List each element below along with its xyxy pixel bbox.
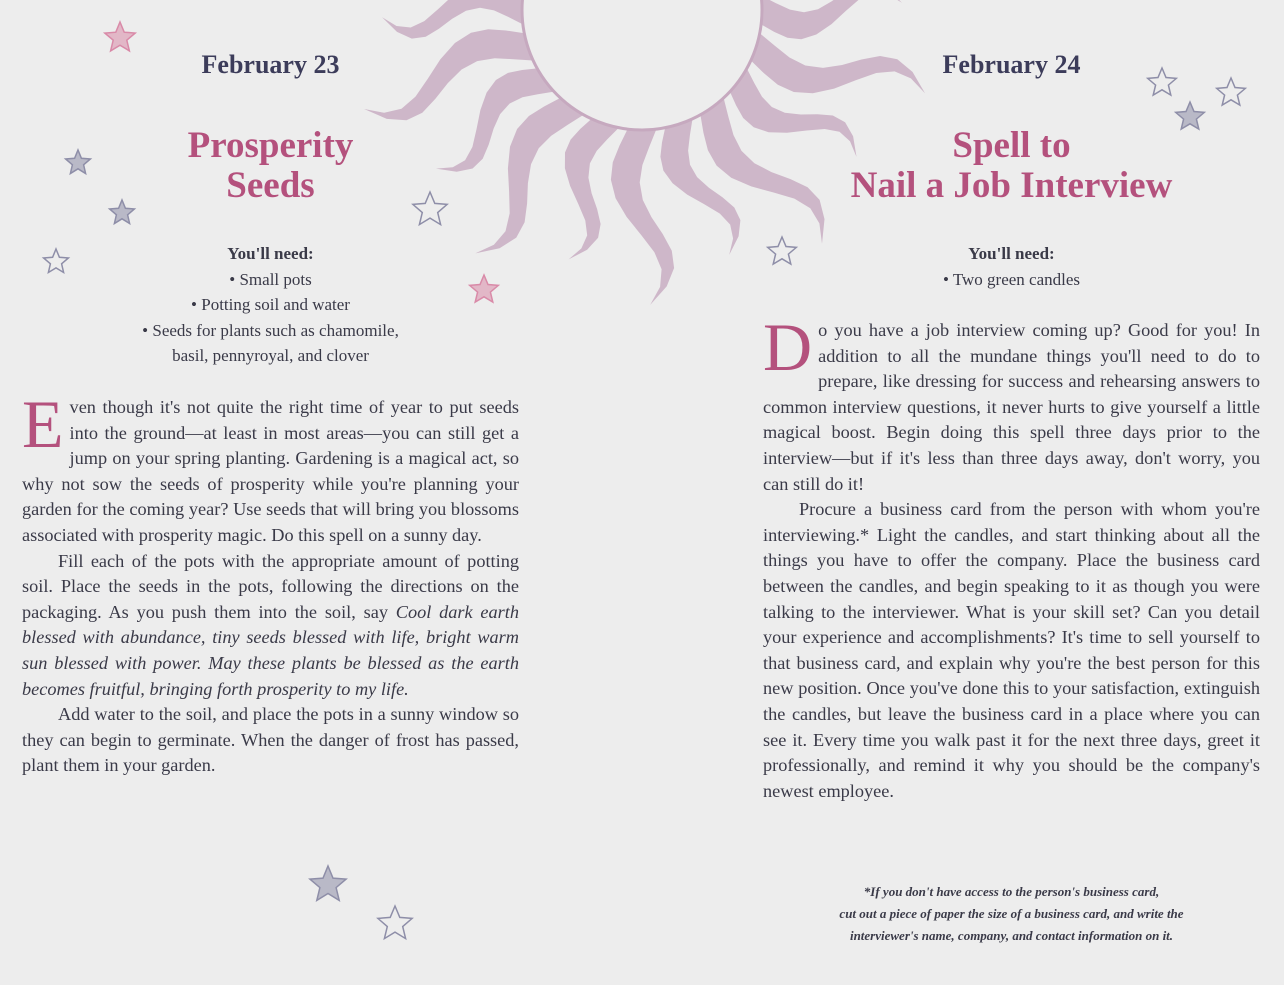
left-page xyxy=(22,0,519,985)
paragraph-text: ven though it's not quite the right time of year to put seeds into the ground—at least in most areas—you can still get a jump on your spring planting. Gardening is a magical act, so why not sow the seeds of prosperity while you're planning your garden for the coming year? Use seeds that will bring you blossoms associated with prosperity magic. Do this spell on a sunny day. xyxy=(22,397,519,545)
paragraph xyxy=(22,386,519,549)
ingredient-item: • Potting soil and water xyxy=(191,295,350,315)
date-heading: February 23 xyxy=(201,50,340,79)
title-line: Nail a Job Interview xyxy=(850,165,1173,206)
spell-title xyxy=(763,126,1260,206)
ingredients-heading: You'll need: xyxy=(968,244,1055,263)
footnote xyxy=(783,881,1240,947)
ingredient-item: • Small pots xyxy=(229,269,312,289)
spell-title xyxy=(22,126,519,206)
paragraph xyxy=(763,309,1260,497)
ingredients-heading: You'll need: xyxy=(227,244,314,263)
footnote-line: interviewer's name, company, and contact information on it. xyxy=(849,928,1174,943)
footnote-line: cut out a piece of paper the size of a business card, and write the xyxy=(839,906,1184,921)
drop-cap: E xyxy=(22,386,64,462)
ingredient-item: • Seeds for plants such as chamomile, xyxy=(142,320,399,340)
title-line: Spell to xyxy=(952,125,1071,166)
paragraph-text: Fill each of the pots with the appropriate amount of potting soil. Place the seeds in the pots, following the directions on the packaging. As you push them into the soil, say xyxy=(22,550,519,622)
incantation: Cool dark earth blessed with abundance, tiny seeds blessed with life, bright warm sun blessed with power. May these plants be blessed as the earth becomes fruitful, bringing forth prosperity to my life. xyxy=(22,601,519,699)
title-line: Seeds xyxy=(226,165,315,206)
title-line: Prosperity xyxy=(187,125,354,166)
paragraph: Procure a business card from the person with whom you're interviewing.* Light the candles, and start thinking about all the things you have to offer the company. Place the business card between the candles, and begin speaking to it as though you were talking to the interviewer. What is your skill set? Can you detail your experience and accomplishments? It's time to sell yourself to that business card, and explain why you're the best person for this new position. Once you've done this to your satisfaction, extinguish the candles, but leave the business card in a place where you can see it. Every time you walk past it for the next three days, greet it professionally, and remind it why you should be the company's newest employee. xyxy=(763,499,1260,801)
sun-ray xyxy=(565,119,619,260)
paragraph xyxy=(22,549,519,703)
ingredient-item: basil, pennyroyal, and clover xyxy=(172,346,369,366)
right-page xyxy=(763,0,1260,985)
ingredient-item: • Two green candles xyxy=(942,269,1081,289)
paragraph-text: o you have a job interview coming up? Good for you! In addition to all the mundane things you'll need to do to prepare, like dressing for success and rehearsing answers to common interview questions, it never hurts to give yourself a little magical boost. Begin doing this spell three days prior to the interview—but if it's less than three days away, don't worry, you can still do it! xyxy=(763,320,1260,494)
paragraph: Add water to the soil, and place the pots in a sunny window so they can begin to germinate. When the danger of frost has passed, plant them in your garden. xyxy=(22,704,519,776)
footnote-line: *If you don't have access to the person's business card, xyxy=(863,884,1160,899)
ingredients-list xyxy=(763,241,1260,292)
spell-body xyxy=(22,386,519,779)
ingredients-list xyxy=(22,241,519,369)
spell-body xyxy=(763,309,1260,804)
date-heading: February 24 xyxy=(942,50,1081,79)
drop-cap: D xyxy=(763,309,813,385)
